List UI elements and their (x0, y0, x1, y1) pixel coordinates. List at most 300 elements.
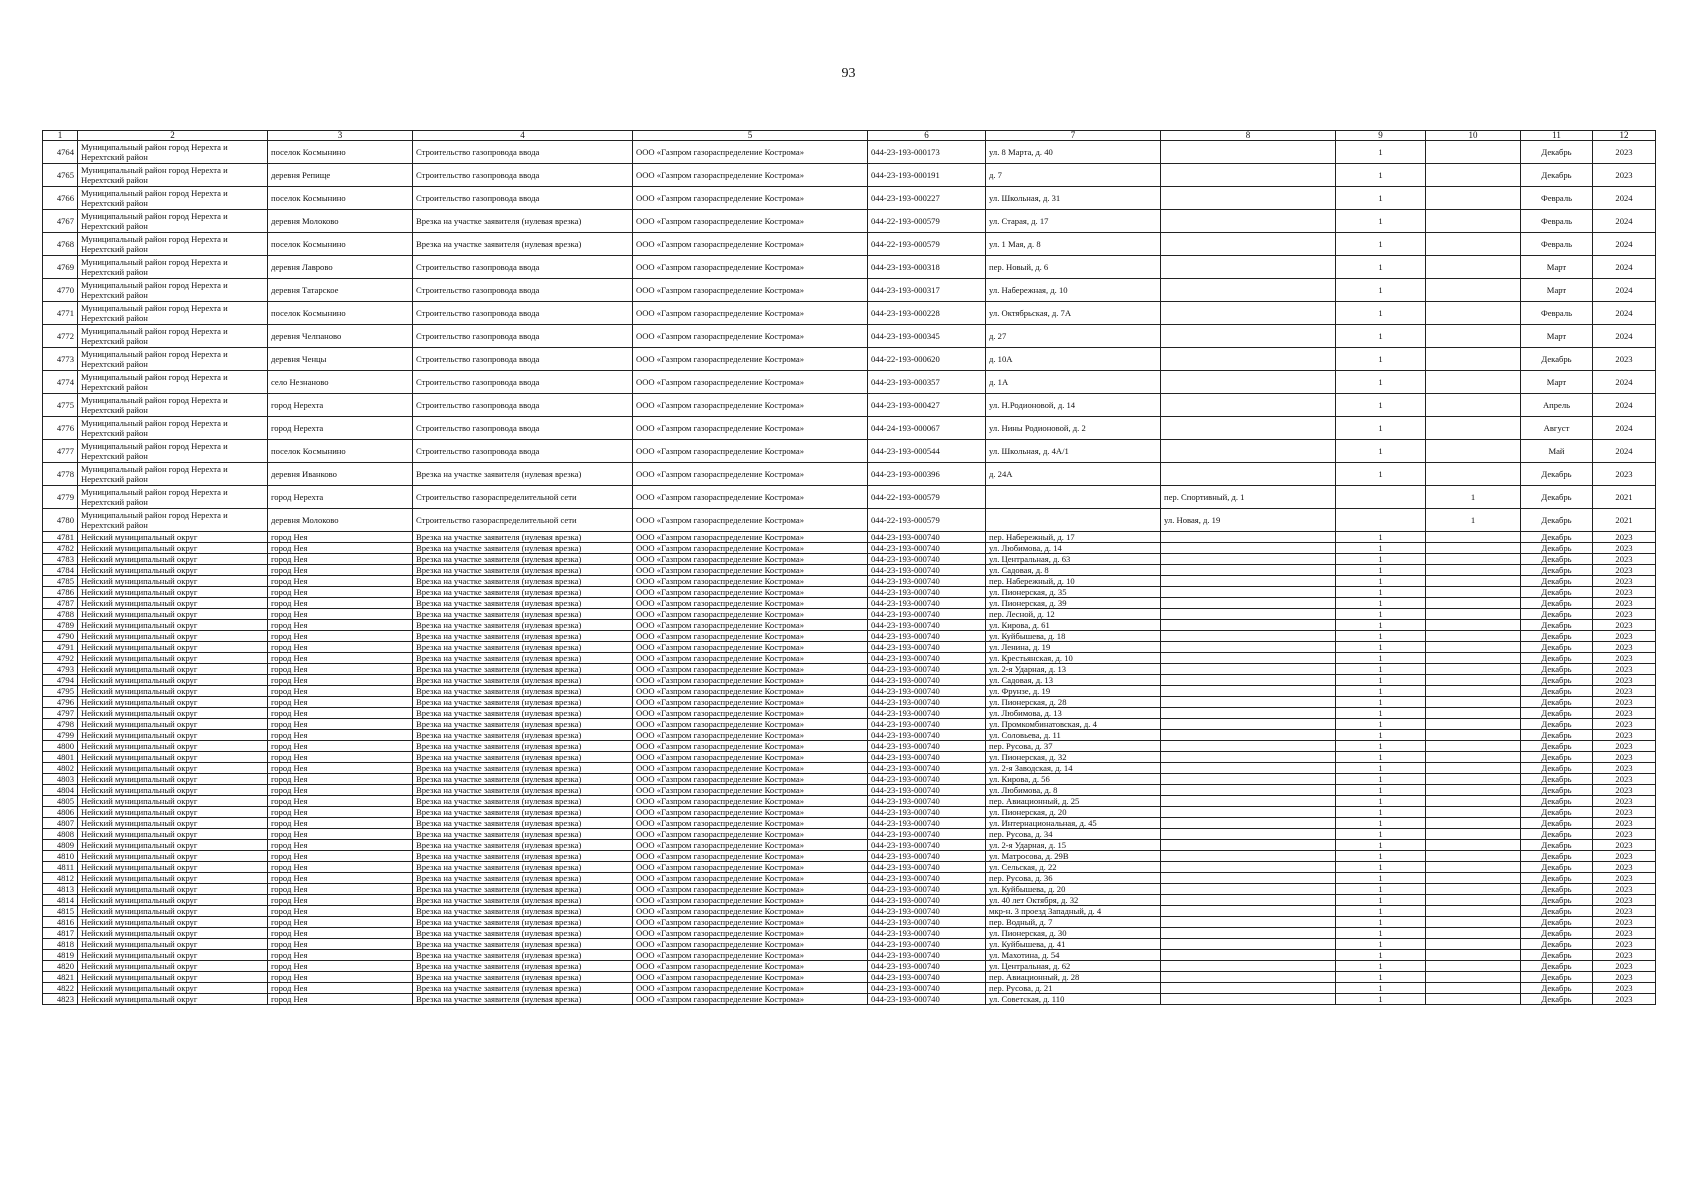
district-cell: Нейский муниципальный округ (78, 917, 268, 928)
network-address-cell (1161, 752, 1336, 763)
quantity-inlet-cell: 1 (1336, 994, 1426, 1005)
quantity-network-cell (1426, 620, 1521, 631)
table-row (43, 543, 1656, 554)
organization-cell: ООО «Газпром газораспределение Кострома» (633, 950, 868, 961)
table-row (43, 983, 1656, 994)
locality-cell: город Нея (268, 796, 413, 807)
month-cell: Декабрь (1521, 554, 1593, 565)
address-cell: ул. Старая, д. 17 (986, 210, 1161, 233)
district-cell: Нейский муниципальный округ (78, 576, 268, 587)
address-cell: ул. Крестьянская, д. 10 (986, 653, 1161, 664)
month-cell: Декабрь (1521, 587, 1593, 598)
table-row (43, 741, 1656, 752)
locality-cell: город Нея (268, 543, 413, 554)
quantity-network-cell (1426, 233, 1521, 256)
object-code-cell: 044-23-193-000740 (868, 686, 986, 697)
work-type-cell: Строительство газопровода ввода (413, 302, 633, 325)
organization-cell: ООО «Газпром газораспределение Кострома» (633, 829, 868, 840)
district-cell: Нейский муниципальный округ (78, 664, 268, 675)
district-cell: Нейский муниципальный округ (78, 675, 268, 686)
network-address-cell (1161, 187, 1336, 210)
object-code-cell: 044-23-193-000173 (868, 141, 986, 164)
quantity-inlet-cell: 1 (1336, 675, 1426, 686)
address-cell: ул. Любимова, д. 14 (986, 543, 1161, 554)
work-type-cell: Врезка на участке заявителя (нулевая врезка) (413, 840, 633, 851)
object-code-cell: 044-23-193-000228 (868, 302, 986, 325)
table-row (43, 675, 1656, 686)
object-code-cell: 044-23-193-000740 (868, 697, 986, 708)
table-row (43, 829, 1656, 840)
year-cell: 2024 (1593, 302, 1656, 325)
quantity-network-cell (1426, 686, 1521, 697)
work-type-cell: Врезка на участке заявителя (нулевая врезка) (413, 774, 633, 785)
year-cell: 2023 (1593, 895, 1656, 906)
locality-cell: город Нея (268, 587, 413, 598)
organization-cell: ООО «Газпром газораспределение Кострома» (633, 210, 868, 233)
year-cell: 2024 (1593, 371, 1656, 394)
year-cell: 2023 (1593, 961, 1656, 972)
row-number-cell: 4803 (43, 774, 78, 785)
column-header-7: 7 (986, 131, 1161, 141)
work-type-cell: Врезка на участке заявителя (нулевая врезка) (413, 576, 633, 587)
organization-cell: ООО «Газпром газораспределение Кострома» (633, 884, 868, 895)
district-cell: Нейский муниципальный округ (78, 697, 268, 708)
row-number-cell: 4777 (43, 440, 78, 463)
quantity-network-cell (1426, 719, 1521, 730)
column-header-1: 1 (43, 131, 78, 141)
year-cell: 2023 (1593, 818, 1656, 829)
work-type-cell: Врезка на участке заявителя (нулевая врезка) (413, 884, 633, 895)
row-number-cell: 4802 (43, 763, 78, 774)
column-header-12: 12 (1593, 131, 1656, 141)
organization-cell: ООО «Газпром газораспределение Кострома» (633, 371, 868, 394)
quantity-inlet-cell: 1 (1336, 939, 1426, 950)
table-row (43, 210, 1656, 233)
network-address-cell (1161, 939, 1336, 950)
quantity-network-cell (1426, 994, 1521, 1005)
row-number-cell: 4768 (43, 233, 78, 256)
network-address-cell (1161, 796, 1336, 807)
header-row (43, 131, 1656, 141)
address-cell: д. 7 (986, 164, 1161, 187)
locality-cell: поселок Космынино (268, 141, 413, 164)
table-row (43, 818, 1656, 829)
district-cell: Нейский муниципальный округ (78, 730, 268, 741)
district-cell: Муниципальный район город Нерехта и Нерехтский район (78, 348, 268, 371)
row-number-cell: 4801 (43, 752, 78, 763)
year-cell: 2021 (1593, 486, 1656, 509)
row-number-cell: 4780 (43, 509, 78, 532)
organization-cell: ООО «Газпром газораспределение Кострома» (633, 862, 868, 873)
address-cell: ул. Кирова, д. 61 (986, 620, 1161, 631)
network-address-cell (1161, 164, 1336, 187)
district-cell: Нейский муниципальный округ (78, 851, 268, 862)
work-type-cell: Врезка на участке заявителя (нулевая врезка) (413, 697, 633, 708)
locality-cell: город Нея (268, 961, 413, 972)
quantity-network-cell (1426, 796, 1521, 807)
month-cell: Февраль (1521, 233, 1593, 256)
object-code-cell: 044-23-193-000740 (868, 609, 986, 620)
quantity-inlet-cell: 1 (1336, 631, 1426, 642)
quantity-network-cell (1426, 394, 1521, 417)
object-code-cell: 044-23-193-000317 (868, 279, 986, 302)
column-header-10: 10 (1426, 131, 1521, 141)
locality-cell: деревня Челпаново (268, 325, 413, 348)
object-code-cell: 044-23-193-000740 (868, 576, 986, 587)
district-cell: Нейский муниципальный округ (78, 939, 268, 950)
month-cell: Март (1521, 325, 1593, 348)
work-type-cell: Строительство газопровода ввода (413, 325, 633, 348)
object-code-cell: 044-23-193-000740 (868, 928, 986, 939)
quantity-inlet-cell: 1 (1336, 796, 1426, 807)
table-row (43, 565, 1656, 576)
locality-cell: деревня Репище (268, 164, 413, 187)
month-cell: Декабрь (1521, 565, 1593, 576)
work-type-cell: Врезка на участке заявителя (нулевая врезка) (413, 763, 633, 774)
locality-cell: город Нея (268, 642, 413, 653)
organization-cell: ООО «Газпром газораспределение Кострома» (633, 972, 868, 983)
locality-cell: город Нея (268, 972, 413, 983)
address-cell: ул. 2-я Заводская, д. 14 (986, 763, 1161, 774)
month-cell: Декабрь (1521, 774, 1593, 785)
year-cell: 2024 (1593, 210, 1656, 233)
work-type-cell: Врезка на участке заявителя (нулевая врезка) (413, 851, 633, 862)
row-number-cell: 4817 (43, 928, 78, 939)
locality-cell: город Нея (268, 730, 413, 741)
table-row (43, 884, 1656, 895)
work-type-cell: Врезка на участке заявителя (нулевая врезка) (413, 675, 633, 686)
year-cell: 2023 (1593, 565, 1656, 576)
year-cell: 2024 (1593, 440, 1656, 463)
address-cell: ул. 2-я Ударная, д. 13 (986, 664, 1161, 675)
month-cell: Декабрь (1521, 141, 1593, 164)
object-code-cell: 044-23-193-000740 (868, 774, 986, 785)
quantity-inlet-cell: 1 (1336, 348, 1426, 371)
object-code-cell: 044-23-193-000740 (868, 752, 986, 763)
locality-cell: деревня Молоково (268, 509, 413, 532)
table-row (43, 686, 1656, 697)
quantity-network-cell (1426, 565, 1521, 576)
row-number-cell: 4793 (43, 664, 78, 675)
address-cell: ул. Н.Родионовой, д. 14 (986, 394, 1161, 417)
quantity-network-cell (1426, 884, 1521, 895)
organization-cell: ООО «Газпром газораспределение Кострома» (633, 763, 868, 774)
month-cell: Декабрь (1521, 862, 1593, 873)
address-cell: мкр-н. 3 проезд Западный, д. 4 (986, 906, 1161, 917)
month-cell: Март (1521, 256, 1593, 279)
column-header-9: 9 (1336, 131, 1426, 141)
object-code-cell: 044-23-193-000740 (868, 543, 986, 554)
row-number-cell: 4799 (43, 730, 78, 741)
year-cell: 2023 (1593, 807, 1656, 818)
locality-cell: город Нерехта (268, 486, 413, 509)
year-cell: 2023 (1593, 884, 1656, 895)
table-row (43, 371, 1656, 394)
address-cell: ул. Садовая, д. 8 (986, 565, 1161, 576)
address-cell: пер. Лесной, д. 12 (986, 609, 1161, 620)
year-cell: 2024 (1593, 279, 1656, 302)
row-number-cell: 4809 (43, 840, 78, 851)
year-cell: 2023 (1593, 543, 1656, 554)
object-code-cell: 044-23-193-000740 (868, 873, 986, 884)
table-row (43, 394, 1656, 417)
address-cell: ул. Матросова, д. 29В (986, 851, 1161, 862)
quantity-network-cell (1426, 532, 1521, 543)
organization-cell: ООО «Газпром газораспределение Кострома» (633, 302, 868, 325)
network-address-cell (1161, 730, 1336, 741)
work-type-cell: Врезка на участке заявителя (нулевая врезка) (413, 565, 633, 576)
object-code-cell: 044-23-193-000740 (868, 730, 986, 741)
year-cell: 2023 (1593, 829, 1656, 840)
quantity-inlet-cell: 1 (1336, 417, 1426, 440)
month-cell: Декабрь (1521, 928, 1593, 939)
network-address-cell (1161, 587, 1336, 598)
table-row (43, 697, 1656, 708)
quantity-inlet-cell: 1 (1336, 829, 1426, 840)
work-type-cell: Врезка на участке заявителя (нулевая врезка) (413, 730, 633, 741)
table-row (43, 532, 1656, 543)
table-row (43, 440, 1656, 463)
address-cell: ул. Пионерская, д. 20 (986, 807, 1161, 818)
row-number-cell: 4771 (43, 302, 78, 325)
month-cell: Апрель (1521, 394, 1593, 417)
year-cell: 2024 (1593, 187, 1656, 210)
organization-cell: ООО «Газпром газораспределение Кострома» (633, 164, 868, 187)
quantity-inlet-cell: 1 (1336, 972, 1426, 983)
table-row (43, 895, 1656, 906)
network-address-cell (1161, 774, 1336, 785)
object-code-cell: 044-23-193-000740 (868, 796, 986, 807)
year-cell: 2023 (1593, 686, 1656, 697)
month-cell: Декабрь (1521, 972, 1593, 983)
quantity-network-cell (1426, 818, 1521, 829)
object-code-cell: 044-22-193-000620 (868, 348, 986, 371)
object-code-cell: 044-23-193-000740 (868, 972, 986, 983)
address-cell: пер. Русова, д. 21 (986, 983, 1161, 994)
district-cell: Муниципальный район город Нерехта и Нерехтский район (78, 302, 268, 325)
district-cell: Нейский муниципальный округ (78, 686, 268, 697)
table-row (43, 664, 1656, 675)
district-cell: Нейский муниципальный округ (78, 587, 268, 598)
work-type-cell: Строительство газопровода ввода (413, 440, 633, 463)
locality-cell: город Нея (268, 785, 413, 796)
network-address-cell (1161, 631, 1336, 642)
quantity-network-cell (1426, 774, 1521, 785)
object-code-cell: 044-23-193-000740 (868, 763, 986, 774)
quantity-inlet-cell: 1 (1336, 532, 1426, 543)
quantity-network-cell: 1 (1426, 509, 1521, 532)
quantity-network-cell (1426, 752, 1521, 763)
object-code-cell: 044-23-193-000740 (868, 884, 986, 895)
year-cell: 2023 (1593, 741, 1656, 752)
year-cell: 2023 (1593, 785, 1656, 796)
row-number-cell: 4805 (43, 796, 78, 807)
quantity-inlet-cell: 1 (1336, 884, 1426, 895)
quantity-network-cell (1426, 279, 1521, 302)
organization-cell: ООО «Газпром газораспределение Кострома» (633, 620, 868, 631)
column-header-11: 11 (1521, 131, 1593, 141)
address-cell: пер. Водный, д. 7 (986, 917, 1161, 928)
table-row (43, 851, 1656, 862)
organization-cell: ООО «Газпром газораспределение Кострома» (633, 642, 868, 653)
quantity-inlet-cell: 1 (1336, 653, 1426, 664)
district-cell: Нейский муниципальный округ (78, 763, 268, 774)
address-cell: д. 1А (986, 371, 1161, 394)
table-row (43, 302, 1656, 325)
locality-cell: город Нея (268, 741, 413, 752)
work-type-cell: Врезка на участке заявителя (нулевая врезка) (413, 598, 633, 609)
district-cell: Нейский муниципальный округ (78, 972, 268, 983)
locality-cell: город Нея (268, 708, 413, 719)
quantity-inlet-cell: 1 (1336, 565, 1426, 576)
year-cell: 2023 (1593, 598, 1656, 609)
quantity-network-cell (1426, 763, 1521, 774)
row-number-cell: 4766 (43, 187, 78, 210)
address-cell: ул. Школьная, д. 31 (986, 187, 1161, 210)
table-row (43, 796, 1656, 807)
quantity-inlet-cell: 1 (1336, 785, 1426, 796)
quantity-inlet-cell: 1 (1336, 983, 1426, 994)
organization-cell: ООО «Газпром газораспределение Кострома» (633, 141, 868, 164)
object-code-cell: 044-22-193-000579 (868, 233, 986, 256)
quantity-network-cell (1426, 642, 1521, 653)
month-cell: Декабрь (1521, 708, 1593, 719)
work-type-cell: Врезка на участке заявителя (нулевая врезка) (413, 233, 633, 256)
table-row (43, 994, 1656, 1005)
row-number-cell: 4779 (43, 486, 78, 509)
district-cell: Нейский муниципальный округ (78, 895, 268, 906)
district-cell: Муниципальный район город Нерехта и Нерехтский район (78, 187, 268, 210)
address-cell: ул. Ленина, д. 19 (986, 642, 1161, 653)
object-code-cell: 044-23-193-000740 (868, 565, 986, 576)
row-number-cell: 4812 (43, 873, 78, 884)
year-cell: 2023 (1593, 576, 1656, 587)
year-cell: 2024 (1593, 417, 1656, 440)
quantity-inlet-cell: 1 (1336, 543, 1426, 554)
quantity-network-cell (1426, 664, 1521, 675)
object-code-cell: 044-23-193-000740 (868, 851, 986, 862)
quantity-network-cell (1426, 609, 1521, 620)
organization-cell: ООО «Газпром газораспределение Кострома» (633, 279, 868, 302)
network-address-cell: ул. Новая, д. 19 (1161, 509, 1336, 532)
month-cell: Декабрь (1521, 983, 1593, 994)
year-cell: 2023 (1593, 774, 1656, 785)
quantity-inlet-cell: 1 (1336, 752, 1426, 763)
quantity-network-cell (1426, 895, 1521, 906)
district-cell: Нейский муниципальный округ (78, 884, 268, 895)
table-row (43, 708, 1656, 719)
organization-cell: ООО «Газпром газораспределение Кострома» (633, 994, 868, 1005)
table-row (43, 187, 1656, 210)
object-code-cell: 044-23-193-000740 (868, 840, 986, 851)
organization-cell: ООО «Газпром газораспределение Кострома» (633, 697, 868, 708)
row-number-cell: 4770 (43, 279, 78, 302)
table-row (43, 279, 1656, 302)
quantity-inlet-cell (1336, 486, 1426, 509)
network-address-cell (1161, 642, 1336, 653)
table-row (43, 763, 1656, 774)
object-code-cell: 044-23-193-000191 (868, 164, 986, 187)
quantity-network-cell (1426, 302, 1521, 325)
quantity-network-cell (1426, 785, 1521, 796)
object-code-cell: 044-23-193-000544 (868, 440, 986, 463)
locality-cell: город Нея (268, 653, 413, 664)
object-code-cell: 044-23-193-000740 (868, 653, 986, 664)
month-cell: Декабрь (1521, 961, 1593, 972)
quantity-inlet-cell: 1 (1336, 141, 1426, 164)
table-row (43, 509, 1656, 532)
year-cell: 2021 (1593, 509, 1656, 532)
table-row (43, 141, 1656, 164)
month-cell: Декабрь (1521, 818, 1593, 829)
row-number-cell: 4785 (43, 576, 78, 587)
row-number-cell: 4767 (43, 210, 78, 233)
year-cell: 2023 (1593, 906, 1656, 917)
organization-cell: ООО «Газпром газораспределение Кострома» (633, 554, 868, 565)
quantity-inlet-cell (1336, 509, 1426, 532)
quantity-network-cell (1426, 463, 1521, 486)
network-address-cell (1161, 302, 1336, 325)
quantity-network-cell (1426, 906, 1521, 917)
district-cell: Муниципальный район город Нерехта и Нерехтский район (78, 256, 268, 279)
month-cell: Декабрь (1521, 895, 1593, 906)
address-cell: ул. Куйбышева, д. 18 (986, 631, 1161, 642)
district-cell: Нейский муниципальный округ (78, 620, 268, 631)
organization-cell: ООО «Газпром газораспределение Кострома» (633, 440, 868, 463)
address-cell: ул. Центральная, д. 63 (986, 554, 1161, 565)
column-header-3: 3 (268, 131, 413, 141)
district-cell: Нейский муниципальный округ (78, 631, 268, 642)
row-number-cell: 4820 (43, 961, 78, 972)
locality-cell: город Нея (268, 906, 413, 917)
address-cell: д. 10А (986, 348, 1161, 371)
quantity-network-cell (1426, 829, 1521, 840)
row-number-cell: 4819 (43, 950, 78, 961)
object-code-cell: 044-23-193-000740 (868, 664, 986, 675)
year-cell: 2023 (1593, 664, 1656, 675)
locality-cell: город Нея (268, 532, 413, 543)
address-cell: ул. Куйбышева, д. 20 (986, 884, 1161, 895)
locality-cell: город Нерехта (268, 394, 413, 417)
organization-cell: ООО «Газпром газораспределение Кострома» (633, 961, 868, 972)
address-cell: пер. Набережный, д. 10 (986, 576, 1161, 587)
object-code-cell: 044-23-193-000740 (868, 620, 986, 631)
locality-cell: город Нея (268, 862, 413, 873)
quantity-network-cell (1426, 598, 1521, 609)
month-cell: Декабрь (1521, 829, 1593, 840)
work-type-cell: Врезка на участке заявителя (нулевая врезка) (413, 620, 633, 631)
row-number-cell: 4781 (43, 532, 78, 543)
district-cell: Муниципальный район город Нерехта и Нерехтский район (78, 141, 268, 164)
work-type-cell: Врезка на участке заявителя (нулевая врезка) (413, 708, 633, 719)
locality-cell: поселок Космынино (268, 302, 413, 325)
row-number-cell: 4765 (43, 164, 78, 187)
address-cell: ул. Куйбышева, д. 41 (986, 939, 1161, 950)
month-cell: Март (1521, 371, 1593, 394)
table-row (43, 417, 1656, 440)
quantity-network-cell (1426, 653, 1521, 664)
row-number-cell: 4822 (43, 983, 78, 994)
organization-cell: ООО «Газпром газораспределение Кострома» (633, 741, 868, 752)
quantity-inlet-cell: 1 (1336, 763, 1426, 774)
quantity-network-cell (1426, 928, 1521, 939)
organization-cell: ООО «Газпром газораспределение Кострома» (633, 417, 868, 440)
network-address-cell (1161, 279, 1336, 302)
month-cell: Декабрь (1521, 532, 1593, 543)
quantity-inlet-cell: 1 (1336, 818, 1426, 829)
network-address-cell (1161, 532, 1336, 543)
network-address-cell (1161, 818, 1336, 829)
